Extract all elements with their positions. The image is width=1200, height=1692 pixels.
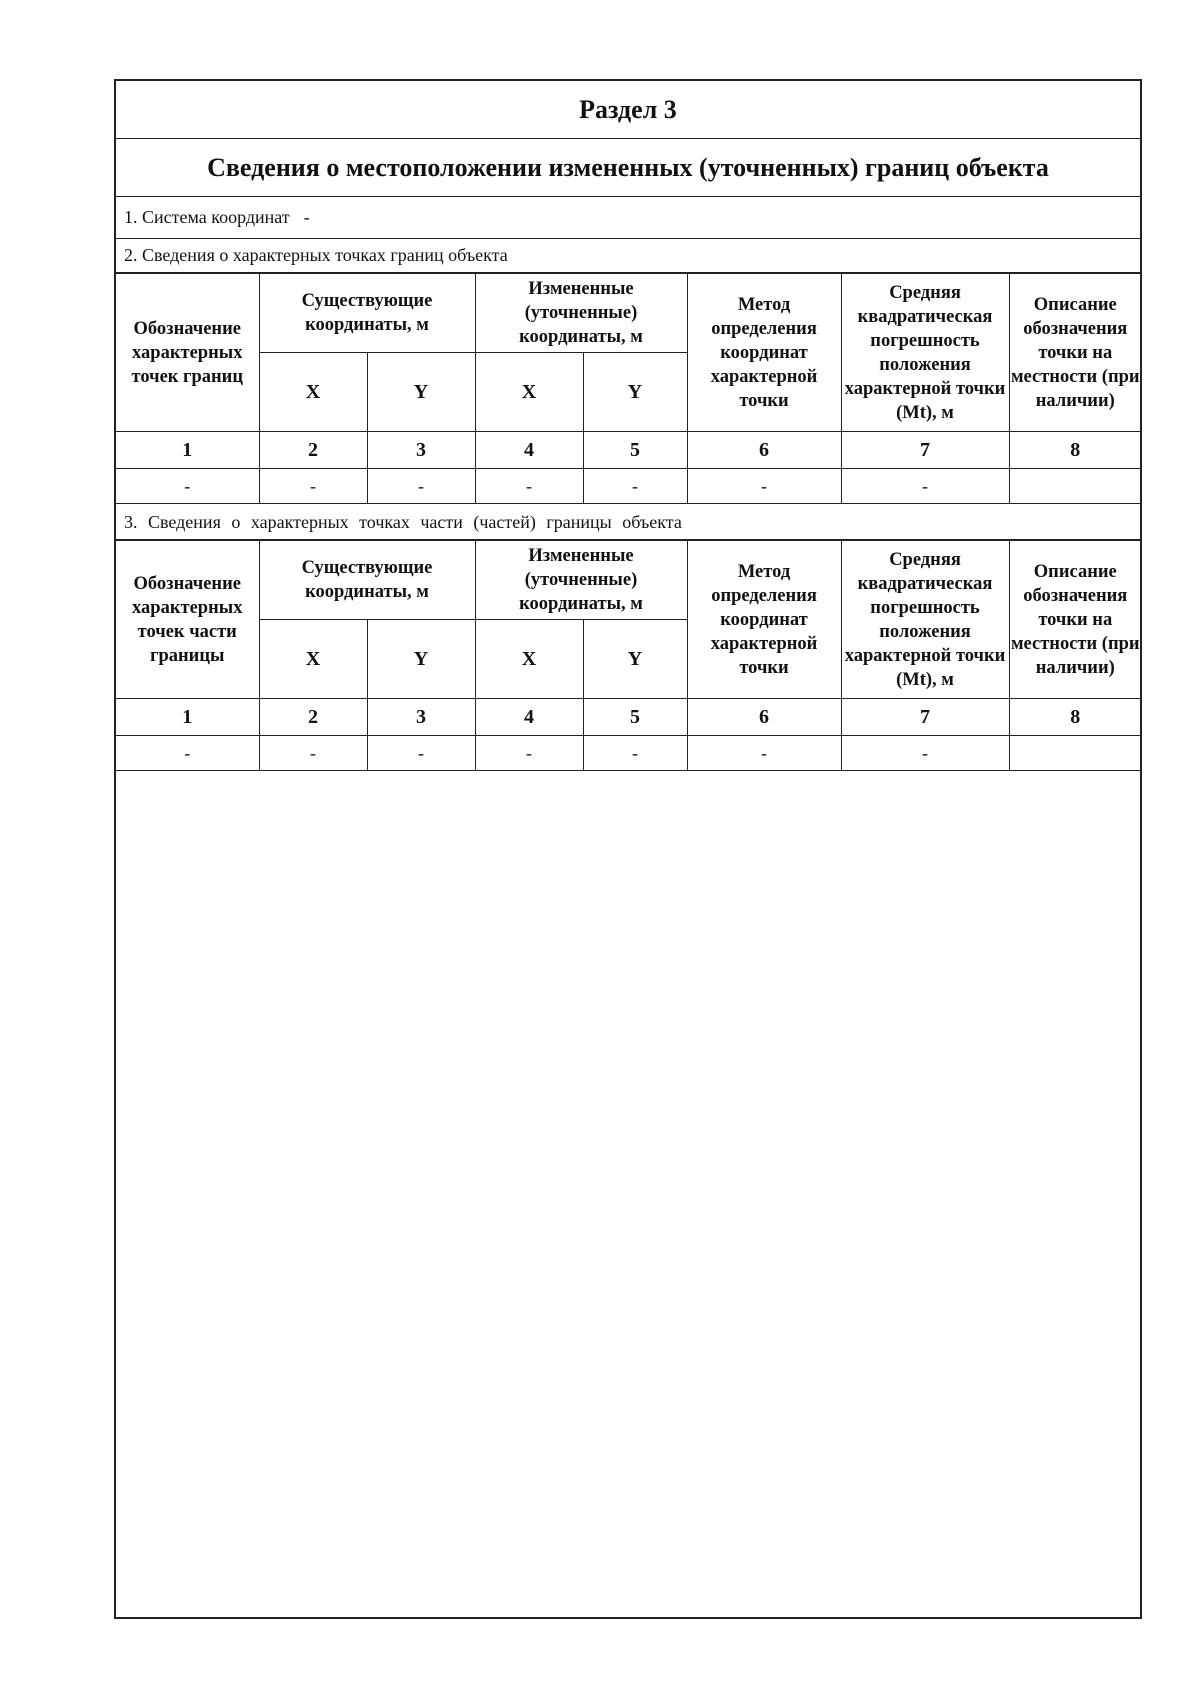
column-number: 6 — [687, 432, 841, 469]
table2-caption: 3. Сведения о характерных точках части (частей) границы объекта — [116, 506, 1140, 540]
boundary-part-points-table — [116, 540, 1141, 771]
table-cell: - — [583, 469, 687, 504]
column-number: 6 — [687, 699, 841, 736]
header-designation: Обозначение характерных точек границ — [116, 274, 259, 432]
header-changed-coords: Измененные (уточненные) координаты, м — [475, 274, 687, 353]
blank-area — [116, 772, 1140, 1617]
header-method: Метод определения координат характерной точки — [687, 274, 841, 432]
coord-system-line — [116, 197, 1140, 239]
header-existing-y: Y — [367, 353, 475, 432]
header-error: Средняя квадратическая погрешность положения характерной точки (Mt), м — [841, 274, 1009, 432]
column-number: 7 — [841, 432, 1009, 469]
boundary-points-table — [116, 273, 1141, 504]
column-number: 4 — [475, 699, 583, 736]
table-cell: - — [583, 736, 687, 771]
column-number: 8 — [1009, 699, 1141, 736]
document-frame — [114, 79, 1142, 1619]
table-cell: - — [116, 736, 259, 771]
table-row — [116, 469, 1141, 504]
header-method: Метод определения координат характерной точки — [687, 541, 841, 699]
header-designation: Обозначение характерных точек части границы — [116, 541, 259, 699]
column-numbers-row — [116, 699, 1141, 736]
table-cell — [1009, 469, 1141, 504]
header-changed-x: X — [475, 353, 583, 432]
coord-system-value: - — [303, 207, 310, 227]
column-number: 5 — [583, 699, 687, 736]
column-number: 2 — [259, 432, 367, 469]
section-title: Раздел 3 — [116, 81, 1140, 139]
document-subtitle: Сведения о местоположении измененных (уточненных) границ объекта — [116, 139, 1140, 197]
table-cell: - — [841, 736, 1009, 771]
column-number: 3 — [367, 432, 475, 469]
header-existing-y: Y — [367, 620, 475, 699]
header-existing-x: X — [259, 353, 367, 432]
header-changed-x: X — [475, 620, 583, 699]
column-number: 4 — [475, 432, 583, 469]
header-existing-coords: Существующие координаты, м — [259, 274, 475, 353]
table-cell: - — [475, 469, 583, 504]
table-cell: - — [687, 469, 841, 504]
column-number: 5 — [583, 432, 687, 469]
header-existing-x: X — [259, 620, 367, 699]
column-number: 8 — [1009, 432, 1141, 469]
column-number: 3 — [367, 699, 475, 736]
table-cell: - — [475, 736, 583, 771]
table-row — [116, 736, 1141, 771]
header-existing-coords: Существующие координаты, м — [259, 541, 475, 620]
column-number: 2 — [259, 699, 367, 736]
column-numbers-row — [116, 432, 1141, 469]
header-changed-y: Y — [583, 620, 687, 699]
column-number: 1 — [116, 699, 259, 736]
header-description: Описание обозначения точки на местности (при наличии) — [1009, 274, 1141, 432]
table-cell: - — [687, 736, 841, 771]
table-cell: - — [367, 736, 475, 771]
table1-caption: 2. Сведения о характерных точках границ объекта — [116, 239, 1140, 273]
column-number: 7 — [841, 699, 1009, 736]
table-cell: - — [259, 736, 367, 771]
table-cell — [1009, 736, 1141, 771]
table-cell: - — [367, 469, 475, 504]
header-error: Средняя квадратическая погрешность положения характерной точки (Mt), м — [841, 541, 1009, 699]
coord-system-label: 1. Система координат — [124, 207, 290, 227]
column-number: 1 — [116, 432, 259, 469]
header-description: Описание обозначения точки на местности (при наличии) — [1009, 541, 1141, 699]
header-changed-y: Y — [583, 353, 687, 432]
table-cell: - — [841, 469, 1009, 504]
table-cell: - — [259, 469, 367, 504]
header-changed-coords: Измененные (уточненные) координаты, м — [475, 541, 687, 620]
table-cell: - — [116, 469, 259, 504]
